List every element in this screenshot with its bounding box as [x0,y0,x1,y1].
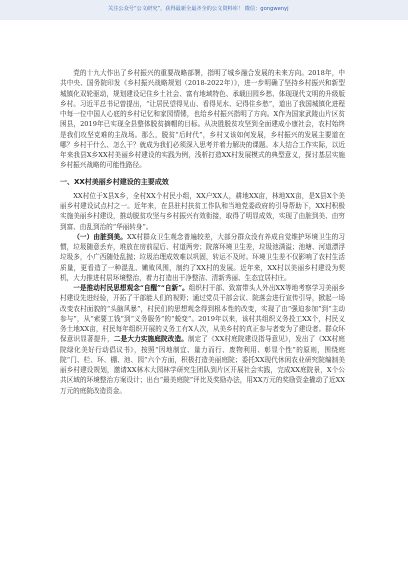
intro-paragraph: 党的十九大作出了乡村振兴的重要战略部署，指明了城乡融合发展的未来方向。2018年，中共中央、国务院印发《乡村振兴战略规划（2018-2022年）》，进一步明确了坚持乡村振兴和新型城镇化双轮驱动，规划建设记住乡土社会、富有地域特色、承载田园乡愁、体现现代文明的升级版乡村。习近平总书记曾提出，“让居民望得见山、看得见水、记得住乡愁”，道出了我国城镇化进程中每一位中国人心底的乡村记忆和家园情愫，也给乡村振兴指明了方向。X作为国家武陵山片区贫困县，2019年已实现全县整体脱贫摘帽的目标。从决胜脱贫攻坚到全面建成小康社会，农村始终是我们攻坚克难的主战场。那么，脱贫“后时代”，乡村又该如何发展，乡村振兴的发展主要道在哪？乡村干什么、怎么干？就成为我们必须深入思考并着力解决的课题。本人结合工作实际，以近年来我县X乡XX村美丽乡村建设的实践为例，浅析打造XX村发展模式的典型意义，探讨基层实施乡村振兴战略的可能性路径。 [60,69,345,170]
point-two-lead: 二是大力实施庭院改造。 [113,335,188,344]
courtyard-text: 制定了《XX村庭院建设指导意见》，发出了《XX村庭院绿化美好行动倡议书》，按照“因地制宜、量力而行、废物利用、彰显个性”的原则，围绕庭院“门、栏、环、棚、池、园”六个方面，积极打造美丽庭院；委托XX现代休闲农业研究院编制美丽乡村建设规划，邀请XX林木大园林学研究生团队到片区开展社会实践，完成XX庭院景，X个公共区域的环境整治方案设计；出台“最美庭院”评比及奖励办法，用XX万元的奖励资金撬动了近XX万元的庭院改造资金。 [60,335,345,395]
banner-text: 关注公众号“公文研究”，获得最新全最齐全的公文资料库！ 微信：gongwenyj [108,6,289,12]
article-body [60,68,345,396]
point-one-lead: 一是推动村民思想观念“自醒”“自新”。 [73,284,189,292]
cleanliness-text: XX村群众卫生观念普遍较差，大部分群众没有养成自觉维护环境卫生的习惯，垃圾随意丢弃，堆放在房前屋后、村道两旁；院落环境卫生差，垃圾池满溢；池塘、河道漂浮垃圾多，小广西随处乱抛；垃圾治理成效难以巩固，转运不及时。环境卫生差不仅影响了农村生活质量，更看造了一种混乱、嫩败风围，制约了XX村的发展。近年来，XX村以美丽乡村建设为契机，大力推进村居环境整治，着力打造出干净整洁、清新秀丽、生态宜居村庄。 [60,232,346,282]
section-heading: 一、XX村美丽乡村建设的主要成效 [60,177,169,186]
cleanliness-paragraph [60,232,345,283]
village-overview-paragraph: XX村位于X县X乡，全村XX个村民小组，XX户XX人，耕地XX亩，林地XX亩，是X县X个美丽乡村建设试点村之一。近年来，在县驻村扶贫工作队和当地党委政府的引导帮助下，XX村积极实施美丽乡村建设，推动脱贫攻坚与乡村振兴有效衔接，取得了明显成效，实现了由脏到美、由穷到富、由乱到治的“华丽转身”。 [60,191,345,231]
top-banner [0,0,408,20]
subheading-dirty-to-beautiful: （一）由脏到美。 [73,232,128,241]
mindset-paragraph [60,283,345,396]
mindset-text: 组织村干部、致富带头人外出XX等地考察学习美丽乡村建设先进经验，开拓了干部能人们的视野；通过党员干部会议、院落会进行宣传引导，掀起一场改变农村面貌的“头脑风暴”，村民们的思想观念得到根本性的改变，实现了由“强迫参加”到“主动参与”，从“索要工钱”到“义务服务”的“蜕变”。2019年以来，该村共组织义务投工XX个，村民义务土地XX亩，村民每年组织开展的义务工有X人次，从美乡村的真正参与者变为了建设者。群众环保意识显著提升， [60,284,346,344]
